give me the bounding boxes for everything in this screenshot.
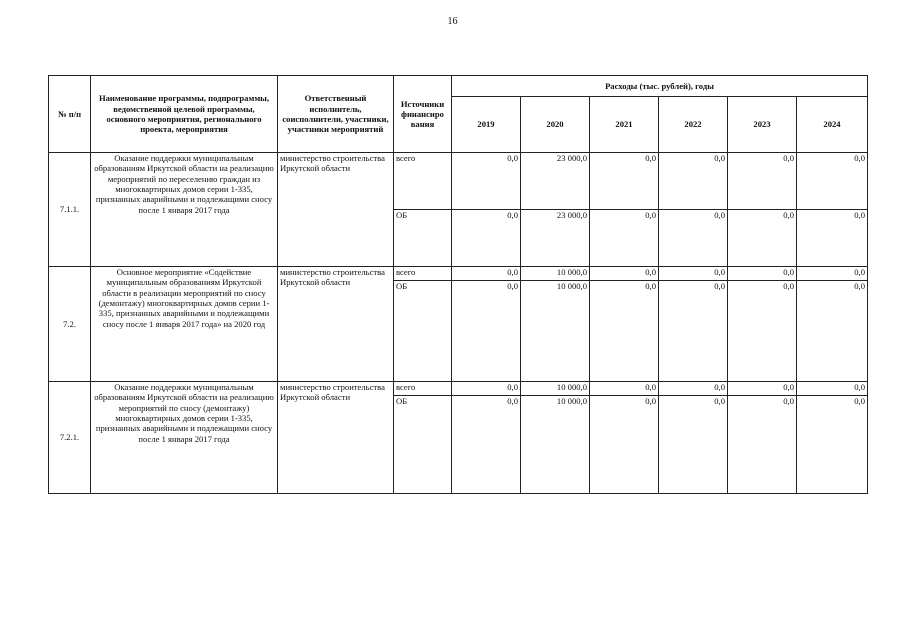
row-value: 0,0 <box>728 153 797 210</box>
row-source: всего <box>394 382 452 396</box>
header-year: 2020 <box>521 97 590 153</box>
page-number: 16 <box>447 16 458 27</box>
row-value: 0,0 <box>797 267 868 281</box>
row-name: Оказание поддержки муниципальным образованиям Иркутской области на реализацию мероприятий по сносу (демонтажу) многоквартирных домов серии 1-335, признанных аварийными и подлежащими сносу после 1 января 2017 года <box>91 382 278 494</box>
row-number: 7.2.1. <box>49 382 91 494</box>
row-value: 0,0 <box>452 153 521 210</box>
row-source: ОБ <box>394 396 452 494</box>
row-value: 0,0 <box>659 210 728 267</box>
row-value: 0,0 <box>728 396 797 494</box>
row-value: 0,0 <box>659 267 728 281</box>
row-value: 0,0 <box>590 267 659 281</box>
row-value: 0,0 <box>590 382 659 396</box>
row-value: 0,0 <box>452 396 521 494</box>
row-responsible: министерство строительства Иркутской области <box>278 153 394 267</box>
row-value: 0,0 <box>590 153 659 210</box>
row-value: 0,0 <box>797 281 868 382</box>
row-value: 0,0 <box>728 281 797 382</box>
row-value: 0,0 <box>659 396 728 494</box>
row-number: 7.1.1. <box>49 153 91 267</box>
row-value: 0,0 <box>728 210 797 267</box>
header-expenses: Расходы (тыс. рублей), годы <box>452 76 868 97</box>
row-value: 0,0 <box>797 396 868 494</box>
expenses-table <box>48 75 868 494</box>
row-name: Оказание поддержки муниципальным образованиям Иркутской области на реализацию мероприятий по переселению граждан из многоквартирных домов серии 1-335, признанных аварийными и подлежащими сносу после 1 января 2017 года <box>91 153 278 267</box>
row-value: 0,0 <box>797 210 868 267</box>
row-value: 0,0 <box>728 382 797 396</box>
row-source: всего <box>394 153 452 210</box>
table-row <box>49 153 868 210</box>
header-num: № п/п <box>49 76 91 153</box>
header-year: 2023 <box>728 97 797 153</box>
row-value: 0,0 <box>452 267 521 281</box>
header-responsible: Ответственный исполнитель, соисполнители, участники, участники мероприятий <box>278 76 394 153</box>
table-row <box>49 267 868 281</box>
row-value: 0,0 <box>590 396 659 494</box>
row-value: 0,0 <box>659 153 728 210</box>
row-value: 23 000,0 <box>521 153 590 210</box>
row-number: 7.2. <box>49 267 91 382</box>
row-value: 0,0 <box>452 281 521 382</box>
row-value: 0,0 <box>728 267 797 281</box>
row-value: 10 000,0 <box>521 382 590 396</box>
row-value: 10 000,0 <box>521 281 590 382</box>
row-responsible: министерство строительства Иркутской области <box>278 382 394 494</box>
header-sources: Источники финансиро вания <box>394 76 452 153</box>
header-year: 2019 <box>452 97 521 153</box>
row-value: 0,0 <box>797 153 868 210</box>
row-source: ОБ <box>394 210 452 267</box>
header-year: 2024 <box>797 97 868 153</box>
row-value: 0,0 <box>797 382 868 396</box>
row-value: 10 000,0 <box>521 267 590 281</box>
row-source: ОБ <box>394 281 452 382</box>
header-row-top <box>49 76 868 97</box>
row-value: 0,0 <box>659 281 728 382</box>
header-year: 2021 <box>590 97 659 153</box>
row-value: 23 000,0 <box>521 210 590 267</box>
table-row <box>49 382 868 396</box>
row-value: 0,0 <box>452 382 521 396</box>
row-value: 0,0 <box>452 210 521 267</box>
row-value: 0,0 <box>659 382 728 396</box>
row-source: всего <box>394 267 452 281</box>
row-responsible: министерство строительства Иркутской области <box>278 267 394 382</box>
header-year: 2022 <box>659 97 728 153</box>
row-value: 0,0 <box>590 210 659 267</box>
header-name: Наименование программы, подпрограммы, ведомственной целевой программы, основного мероприятия, регионального проекта, мероприятия <box>91 76 278 153</box>
row-value: 0,0 <box>590 281 659 382</box>
row-name: Основное мероприятие «Содействие муниципальным образованиям Иркутской области в реализации мероприятий по сносу (демонтажу) многоквартирных домов серии 1-335, признанных аварийными и подлежащими сносу после 1 января 2017 года» на 2020 год <box>91 267 278 382</box>
row-value: 10 000,0 <box>521 396 590 494</box>
